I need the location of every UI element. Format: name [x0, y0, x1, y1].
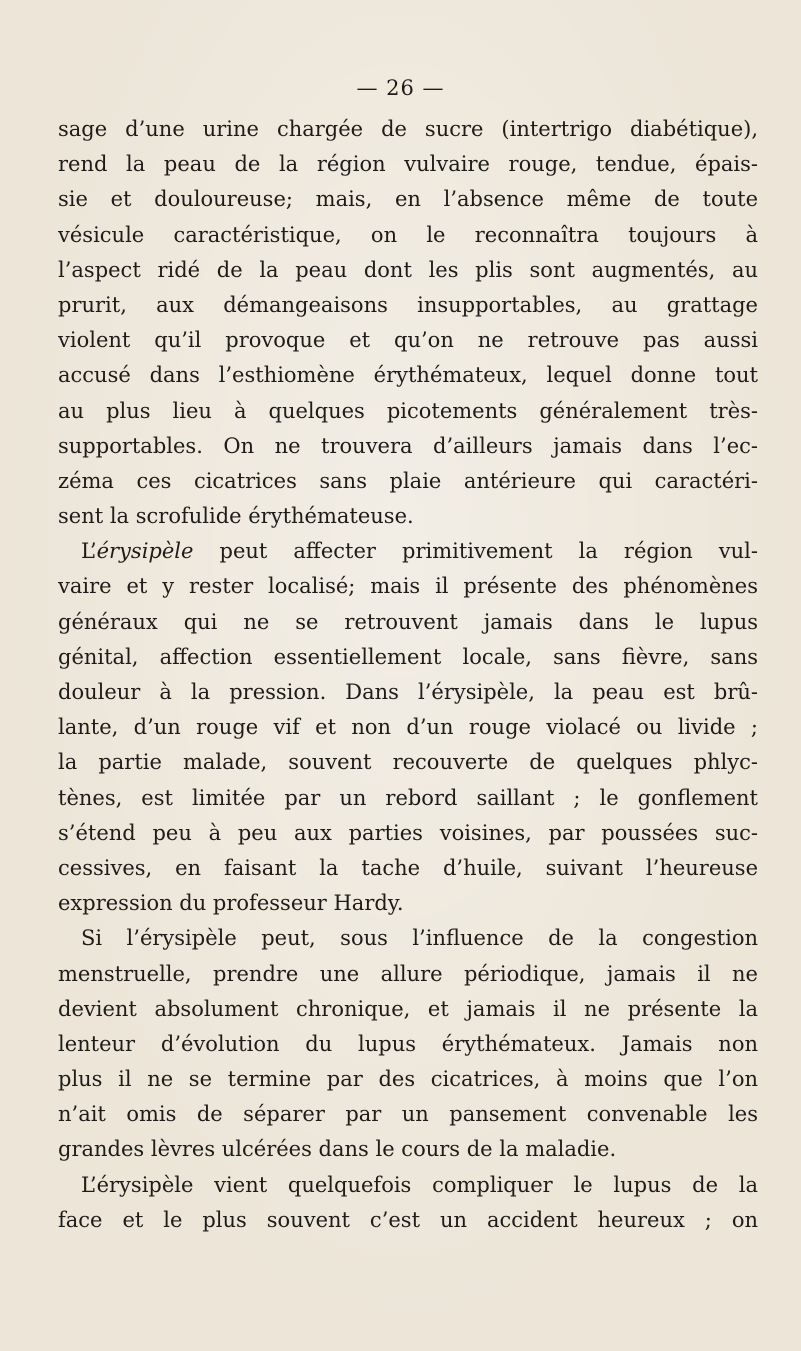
text-line: rend la peau de la région vulvaire rouge, tendue, épais- [58, 152, 758, 177]
text-line: douleur à la pression. Dans l’érysipèle, la peau est brû- [58, 680, 758, 704]
text-line: violent qu’il provoque et qu’on ne retrouve pas aussi [58, 328, 758, 353]
text-line: devient absolument chronique, et jamais il ne présente la [58, 996, 758, 1021]
text-line: tènes, est limitée par un rebord saillant ; le gonflement [58, 785, 758, 810]
text-line: l’aspect ridé de la peau dont les plis sont augmentés, au [58, 257, 758, 282]
text-fragment: peut affecter primitivement la région vul- [193, 539, 758, 564]
italic-term: érysipèle [96, 539, 194, 564]
text-line: sent la scrofulide érythémateuse. [58, 504, 414, 529]
text-line: plus il ne se termine par des cicatrices, à moins que l’on [58, 1067, 758, 1092]
text-line: s’étend peu à peu aux parties voisines, par poussées suc- [58, 820, 758, 845]
text-line: au plus lieu à quelques picotements généralement très- [58, 398, 758, 423]
text-line: grandes lèvres ulcérées dans le cours de la maladie. [58, 1137, 617, 1162]
text-line: généraux qui ne se retrouvent jamais dans le lupus [58, 609, 758, 634]
text-line: lante, d’un rouge vif et non d’un rouge violacé ou livide ; [58, 715, 758, 740]
text-line: lenteur d’évolution du lupus érythémateux. Jamais non [58, 1031, 758, 1056]
text-line [58, 534, 758, 569]
text-line: prurit, aux démangeaisons insupportables, au grattage [58, 292, 758, 317]
text-fragment: L’ [81, 539, 97, 564]
text-line: sage d’une urine chargée de sucre (intertrigo diabétique), [58, 117, 758, 141]
text-line: vaire et y rester localisé; mais il présente des phénomènes [58, 574, 758, 599]
text-line: vésicule caractéristique, on le reconnaîtra toujours à [58, 222, 758, 247]
text-line: accusé dans l’esthiomène érythémateux, lequel donne tout [58, 363, 758, 388]
body-text [58, 112, 758, 1238]
text-line: zéma ces cicatrices sans plaie antérieure qui caractéri- [58, 468, 758, 493]
text-line: face et le plus souvent c’est un accident heureux ; on [58, 1207, 758, 1232]
text-line: menstruelle, prendre une allure périodique, jamais il ne [58, 961, 758, 986]
text-line: n’ait omis de séparer par un pansement convenable les [58, 1102, 758, 1127]
text-line: la partie malade, souvent recouverte de quelques phlyc- [58, 750, 758, 775]
text-line: Si l’érysipèle peut, sous l’influence de la congestion [81, 926, 758, 951]
text-line: expression du professeur Hardy. [58, 891, 404, 916]
text-line: L’érysipèle vient quelquefois compliquer le lupus de la [81, 1172, 758, 1197]
text-line: sie et douloureuse; mais, en l’absence même de toute [58, 187, 758, 212]
text-line: cessives, en faisant la tache d’huile, suivant l’heureuse [58, 855, 758, 880]
page-number: — 26 — [356, 76, 445, 100]
text-line: supportables. On ne trouvera d’ailleurs jamais dans l’ec- [58, 433, 758, 458]
text-line: génital, affection essentiellement locale, sans fièvre, sans [58, 644, 758, 669]
